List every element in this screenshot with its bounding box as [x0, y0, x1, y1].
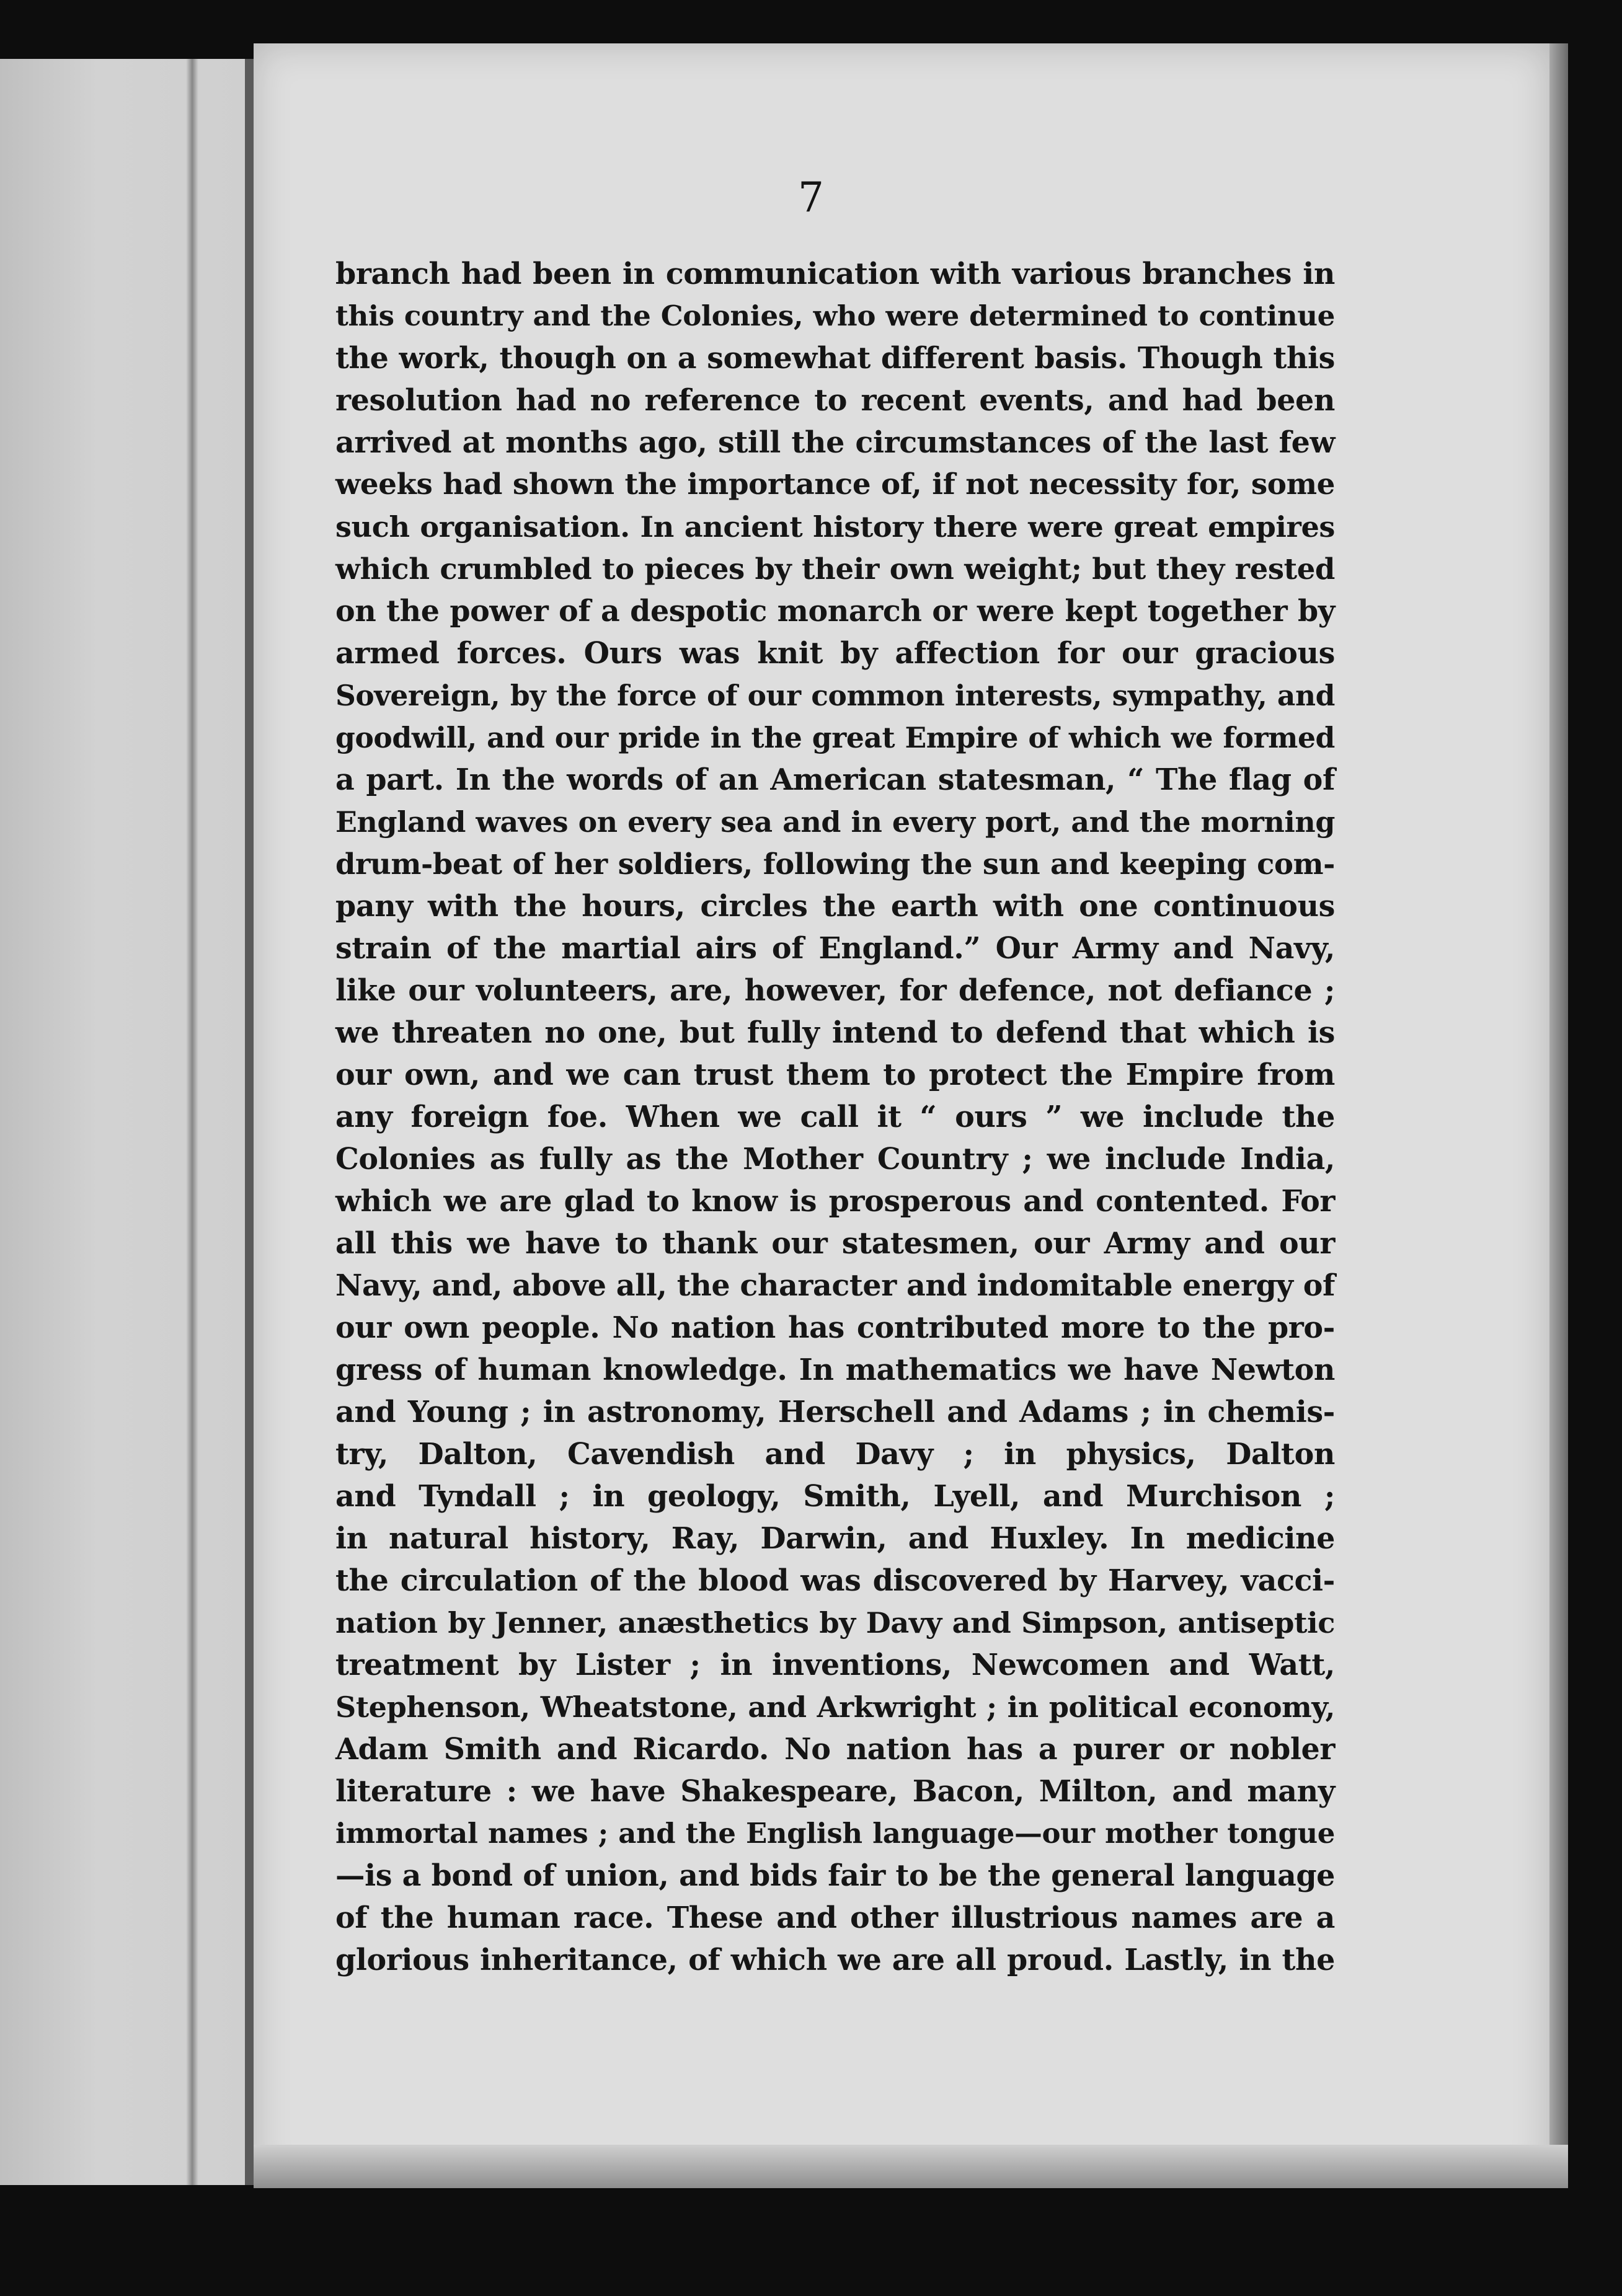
- binding-gutter: [245, 59, 254, 2185]
- text-line: weeks had shown the importance of, if not necessity for, some: [335, 467, 1335, 501]
- text-line: any foreign foe. When we call it “ ours ” we include the: [335, 1100, 1335, 1134]
- text-line: our own, and we can trust them to protect the Empire from: [335, 1057, 1335, 1092]
- text-line: —is a bond of union, and bids fair to be the general language: [335, 1858, 1335, 1893]
- text-line: of the human race. These and other illustrious names are a: [335, 1901, 1335, 1935]
- text-line: Adam Smith and Ricardo. No nation has a purer or nobler: [335, 1732, 1335, 1767]
- text-line: and Tyndall ; in geology, Smith, Lyell, and Murchison ;: [335, 1479, 1335, 1514]
- text-line: in natural history, Ray, Darwin, and Huxley. In medicine: [335, 1521, 1335, 1556]
- text-line: the work, though on a somewhat different basis. Though this: [335, 341, 1335, 376]
- text-line: strain of the martial airs of England.” Our Army and Navy,: [335, 931, 1335, 966]
- text-line: and Young ; in astronomy, Herschell and Adams ; in chemis-: [335, 1395, 1335, 1429]
- text-line: all this we have to thank our statesmen, our Army and our: [335, 1226, 1335, 1261]
- page-number: 7: [798, 174, 824, 221]
- text-line: arrived at months ago, still the circumstances of the last few: [335, 425, 1335, 460]
- text-line: this country and the Colonies, who were determined to continue: [335, 299, 1335, 332]
- text-line: armed forces. Ours was knit by affection for our gracious: [335, 636, 1335, 671]
- page-fold-shadow: [186, 59, 198, 2185]
- text-line: Colonies as fully as the Mother Country ; we include India,: [335, 1142, 1335, 1177]
- text-line: drum-beat of her soldiers, following the sun and keeping com-: [335, 847, 1335, 881]
- text-line: glorious inheritance, of which we are all proud. Lastly, in the: [335, 1943, 1335, 1977]
- text-line: the circulation of the blood was discovered by Harvey, vacci-: [335, 1563, 1335, 1598]
- text-line: branch had been in communication with various branches in: [335, 257, 1335, 291]
- text-line: Stephenson, Wheatstone, and Arkwright ; in political economy,: [335, 1690, 1335, 1724]
- previous-page-edge: [0, 59, 245, 2185]
- body-text: [335, 253, 1335, 1981]
- text-line: which we are glad to know is prosperous and contented. For: [335, 1184, 1335, 1219]
- text-line: literature : we have Shakespeare, Bacon, Milton, and many: [335, 1774, 1335, 1809]
- text-line: gress of human knowledge. In mathematics we have Newton: [335, 1353, 1335, 1387]
- page-right-edge: [1549, 43, 1568, 2185]
- text-line: on the power of a despotic monarch or were kept together by: [335, 594, 1335, 629]
- text-line: pany with the hours, circles the earth with one continuous: [335, 889, 1335, 924]
- text-line: like our volunteers, are, however, for defence, not defiance ;: [335, 973, 1335, 1008]
- text-line: England waves on every sea and in every port, and the morning: [335, 805, 1335, 839]
- text-line: which crumbled to pieces by their own weight; but they rested: [335, 552, 1335, 586]
- text-line: treatment by Lister ; in inventions, Newcomen and Watt,: [335, 1648, 1335, 1682]
- text-line: try, Dalton, Cavendish and Davy ; in physics, Dalton: [335, 1437, 1335, 1472]
- text-line: Navy, and, above all, the character and indomitable energy of: [335, 1268, 1336, 1303]
- text-line: nation by Jenner, anæsthetics by Davy and Simpson, antiseptic: [335, 1606, 1335, 1640]
- text-line: immortal names ; and the English language—our mother tongue: [335, 1817, 1335, 1850]
- text-line: Sovereign, by the force of our common interests, sympathy, and: [335, 679, 1335, 712]
- text-line: goodwill, and our pride in the great Empire of which we formed: [335, 721, 1335, 754]
- text-line: such organisation. In ancient history there were great empires: [335, 510, 1335, 544]
- text-line: resolution had no reference to recent events, and had been: [335, 383, 1335, 418]
- page-bottom-edge: [254, 2145, 1568, 2188]
- text-line: a part. In the words of an American statesman, “ The flag of: [335, 762, 1335, 797]
- text-line: we threaten no one, but fully intend to defend that which is: [335, 1015, 1335, 1050]
- text-line: our own people. No nation has contributed more to the pro-: [335, 1310, 1335, 1345]
